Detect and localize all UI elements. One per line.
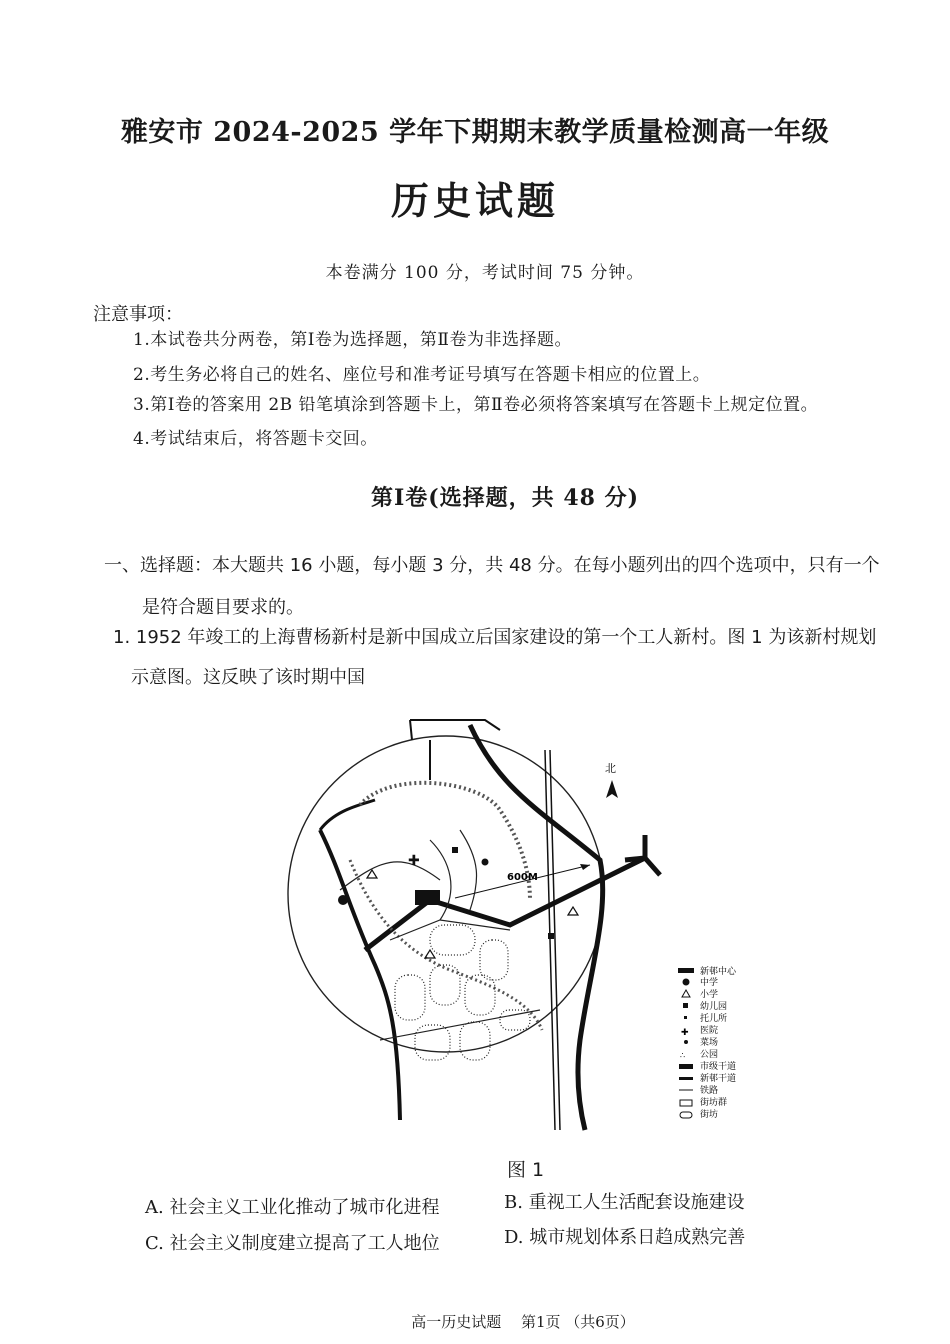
option-b: B. 重视工人生活配套设施建设	[504, 1192, 745, 1213]
railway-line	[545, 750, 555, 1130]
triangle-icon	[682, 990, 690, 997]
notes-heading: 注意事项：	[93, 304, 183, 325]
note-item: 1.本试卷共分两卷，第Ⅰ卷为选择题，第Ⅱ卷为非选择题。	[133, 330, 572, 350]
cross-icon: ✚	[681, 1028, 689, 1038]
medium-line-icon	[679, 1077, 693, 1080]
legend-label: 小学	[700, 990, 719, 1000]
question-1-stem: 1. 1952 年竣工的上海曹杨新村是新中国成立后国家建设的第一个工人新村。图 1 为该新村规划	[113, 627, 877, 648]
village-center-marker	[415, 890, 440, 905]
market-marker	[482, 859, 489, 866]
question-1-stem-cont: 示意图。这反映了该时期中国	[131, 667, 365, 688]
legend-label: 新邨中心	[700, 967, 737, 977]
legend-label: 铁路	[700, 1086, 719, 1096]
part-instructions-cont: 是符合题目要求的。	[142, 597, 304, 618]
kindergarten-marker	[452, 847, 458, 853]
residential-block	[430, 925, 475, 955]
small-square-icon	[684, 1016, 687, 1019]
square-icon	[683, 1003, 688, 1008]
residential-block	[395, 975, 425, 1020]
option-a: A. 社会主义工业化推动了城市化进程	[145, 1197, 440, 1218]
dot-icon	[684, 1040, 688, 1044]
legend-label: 市级干道	[700, 1062, 737, 1072]
option-c: C. 社会主义制度建立提高了工人地位	[145, 1233, 440, 1254]
filled-circle-icon	[683, 979, 690, 986]
kindergarten-marker	[548, 933, 554, 939]
legend-label: 公园	[700, 1050, 719, 1060]
note-item: 3.第Ⅰ卷的答案用 2B 铅笔填涂到答题卡上，第Ⅱ卷必须将答案填写在答题卡上规定位置。	[133, 395, 819, 415]
legend-label: 街坊群	[700, 1098, 728, 1108]
river-line	[320, 830, 400, 1120]
map-legend	[678, 965, 737, 1120]
park-ring	[360, 783, 530, 900]
note-item: 2.考生务必将自己的姓名、座位号和准考证号填写在答题卡相应的位置上。	[133, 365, 711, 385]
subject-title: 历史试题	[390, 178, 559, 223]
exam-title: 雅安市 2024-2025 学年下期期末教学质量检测高一年级	[120, 117, 830, 148]
village-plan-map	[280, 710, 770, 1140]
middle-school-marker	[338, 895, 348, 905]
page-footer: 高一历史试题 第1页 （共6页）	[411, 1313, 635, 1331]
option-d: D. 城市规划体系日趋成熟完善	[504, 1227, 746, 1248]
figure-caption: 图 1	[507, 1159, 545, 1181]
residential-block	[430, 965, 460, 1005]
residential-block	[460, 1022, 490, 1060]
exam-info: 本卷满分 100 分，考试时间 75 分钟。	[325, 263, 645, 283]
north-label: 北	[605, 762, 616, 775]
legend-label: 街坊	[700, 1110, 719, 1120]
hospital-marker: ✚	[408, 853, 420, 869]
distance-label: 600M	[507, 872, 538, 883]
part-instructions: 一、选择题：本大题共 16 小题，每小题 3 分，共 48 分。在每小题列出的四个选项中，只有一个	[104, 555, 880, 576]
residential-block	[465, 975, 495, 1015]
primary-school-marker	[568, 907, 578, 915]
legend-label: 新邨干道	[700, 1074, 737, 1084]
legend-label: 托儿所	[700, 1014, 728, 1024]
section-title: 第Ⅰ卷(选择题，共 48 分)	[370, 485, 640, 511]
rounded-rect-icon	[680, 1112, 692, 1118]
dots-icon: ∴	[680, 1051, 686, 1060]
legend-label: 医院	[700, 1026, 719, 1036]
legend-label: 菜场	[700, 1038, 719, 1048]
north-arrow-icon	[606, 780, 618, 798]
bar-icon	[678, 968, 694, 973]
residential-block	[480, 940, 508, 980]
thick-line-icon	[679, 1064, 693, 1069]
legend-label: 中学	[700, 978, 719, 988]
rect-icon	[680, 1100, 692, 1106]
note-item: 4.考试结束后，将答题卡交回。	[133, 429, 378, 449]
legend-label: 幼儿园	[700, 1002, 728, 1012]
